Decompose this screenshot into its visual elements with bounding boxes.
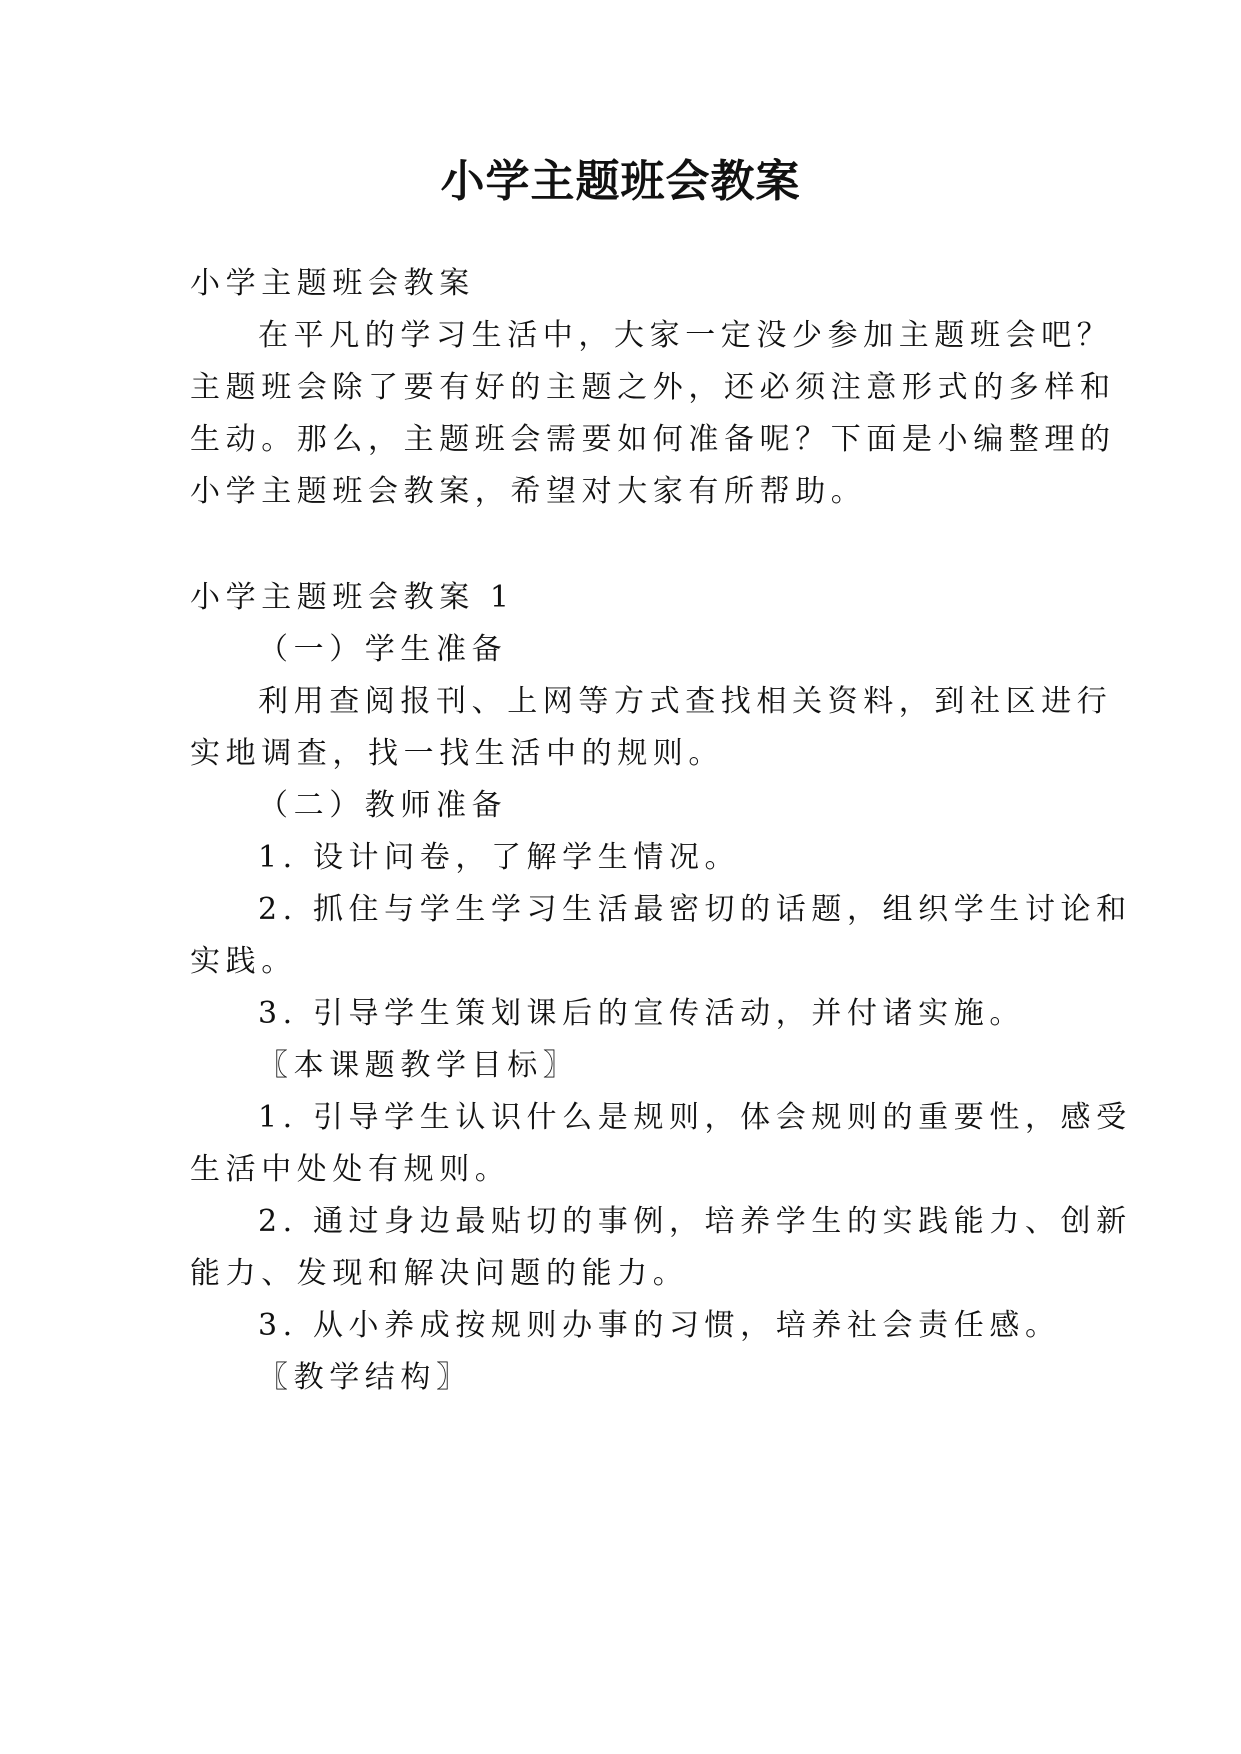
- intro-paragraph-line: 小学主题班会教案，希望对大家有所帮助。: [190, 474, 867, 509]
- section-heading: 小学主题班会教案 1: [190, 580, 515, 615]
- list-item-continuation: 能力、发现和解决问题的能力。: [190, 1256, 689, 1291]
- document-title: 小学主题班会教案: [440, 156, 801, 207]
- list-item: 2. 通过身边最贴切的事例，培养学生的实践能力、创新: [258, 1204, 1132, 1239]
- list-item: 2. 抓住与学生学习生活最密切的话题，组织学生讨论和: [258, 892, 1132, 927]
- subsection-heading: 〖教学结构〗: [258, 1360, 472, 1395]
- intro-heading: 小学主题班会教案: [190, 266, 475, 301]
- list-item-continuation: 实践。: [190, 944, 297, 979]
- list-item: 3. 引导学生策划课后的宣传活动，并付诸实施。: [258, 996, 1025, 1031]
- list-item: 1. 引导学生认识什么是规则，体会规则的重要性，感受: [258, 1100, 1132, 1135]
- subsection-heading: （一）学生准备: [258, 632, 508, 667]
- subsection-heading: 〖本课题教学目标〗: [258, 1048, 579, 1083]
- list-item: 3. 从小养成按规则办事的习惯，培养社会责任感。: [258, 1308, 1061, 1343]
- list-item-continuation: 生活中处处有规则。: [190, 1152, 511, 1187]
- intro-paragraph-line: 主题班会除了要有好的主题之外，还必须注意形式的多样和: [190, 370, 1116, 405]
- paragraph-line: 实地调查，找一找生活中的规则。: [190, 736, 724, 771]
- intro-paragraph-line: 在平凡的学习生活中，大家一定没少参加主题班会吧？: [258, 318, 1113, 353]
- subsection-heading: （二）教师准备: [258, 788, 508, 823]
- intro-paragraph-line: 生动。那么，主题班会需要如何准备呢？下面是小编整理的: [190, 422, 1116, 457]
- list-item: 1. 设计问卷，了解学生情况。: [258, 840, 741, 875]
- paragraph-line: 利用查阅报刊、上网等方式查找相关资料，到社区进行: [258, 684, 1113, 719]
